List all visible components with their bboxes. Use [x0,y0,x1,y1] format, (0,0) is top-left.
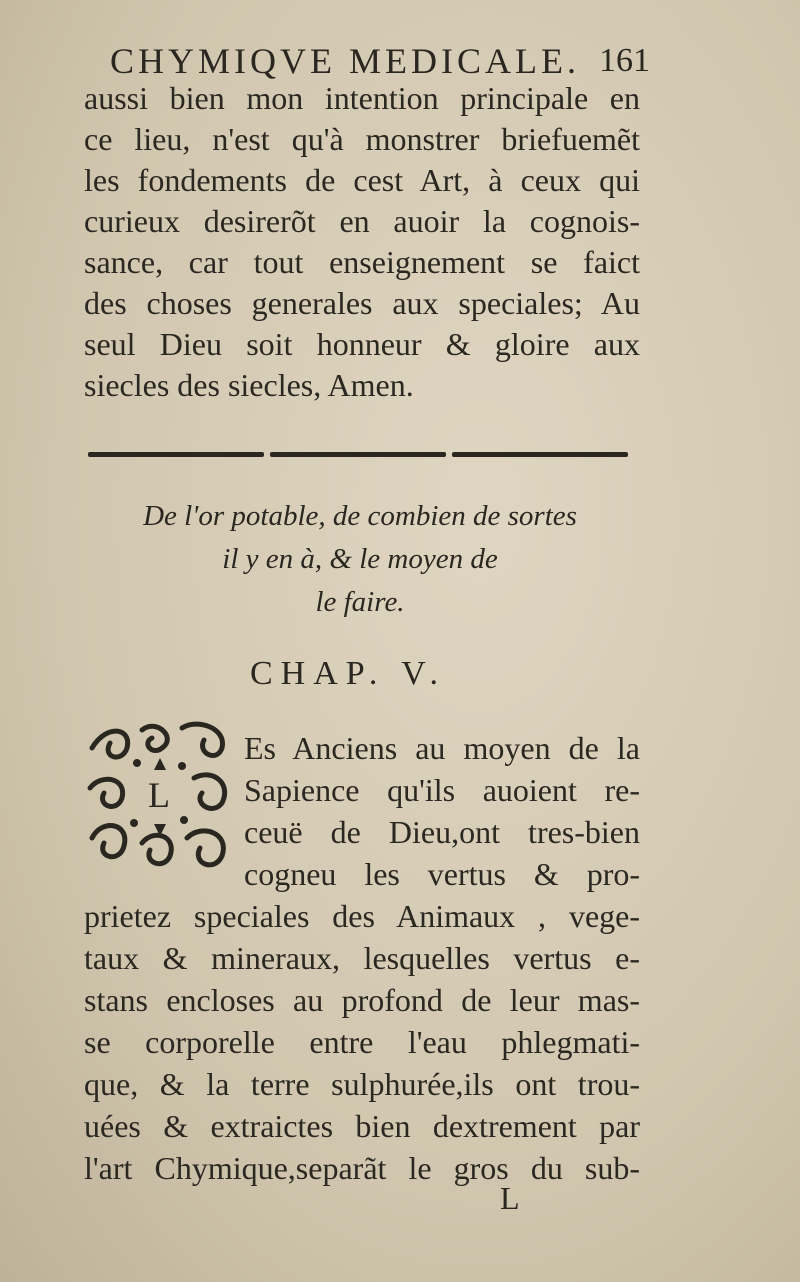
text-line: siecles des siecles, Amen. [84,367,414,403]
divider-segment [270,452,446,457]
paragraph-1 [84,78,640,406]
catchword: L [500,1180,520,1216]
text-line: stans encloses au profond de leur mas- [84,982,640,1018]
running-head: CHYMIQVE MEDICALE. [110,41,580,81]
text-line: seul Dieu soit honneur & gloire aux [84,326,640,362]
text-line: prietez speciales des Animaux , vege- [84,898,640,934]
text-line: taux & mineraux, lesquelles vertus e- [84,940,640,976]
text-line: curieux desirerõt en auoir la cognois- [84,203,640,239]
chapter-heading: CHAP. V. [250,655,446,692]
section-title-line: le faire. [315,586,405,618]
text-line: cogneu les vertus & pro- [244,856,640,892]
text-line: uées & extraictes bien dextrement par [84,1108,640,1144]
text-line: Es Anciens au moyen de la [244,730,640,766]
drop-cap-letter: L [148,775,170,815]
text-line: l'art Chymique,separãt le gros du sub- [84,1150,640,1186]
text-line: les fondements de cest Art, à ceux qui [84,162,640,198]
text-line: des choses generales aux speciales; Au [84,285,640,321]
paragraph-2 [84,895,640,1189]
section-title-line: il y en à, & le moyen de [222,543,498,575]
text-line: sance, car tout enseignement se faict [84,244,640,280]
page-number: 161 [599,42,650,79]
divider-segment [88,452,264,457]
section-title [110,495,610,624]
text-line: se corporelle entre l'eau phlegmati- [84,1024,640,1060]
divider-segment [452,452,628,457]
text-line: ceuë de Dieu,ont tres-bien [244,814,640,850]
drop-cap [82,718,240,876]
text-line: aussi bien mon intention principale en [84,80,640,116]
text-line: ce lieu, n'est qu'à monstrer briefuemẽt [84,121,640,157]
paragraph-2-indented [244,727,640,895]
text-line: Sapience qu'ils auoient re- [244,772,640,808]
text-line: que, & la terre sulphurée,ils ont trou- [84,1066,640,1102]
section-divider [88,452,628,458]
section-title-line: De l'or potable, de combien de sortes [143,500,577,532]
